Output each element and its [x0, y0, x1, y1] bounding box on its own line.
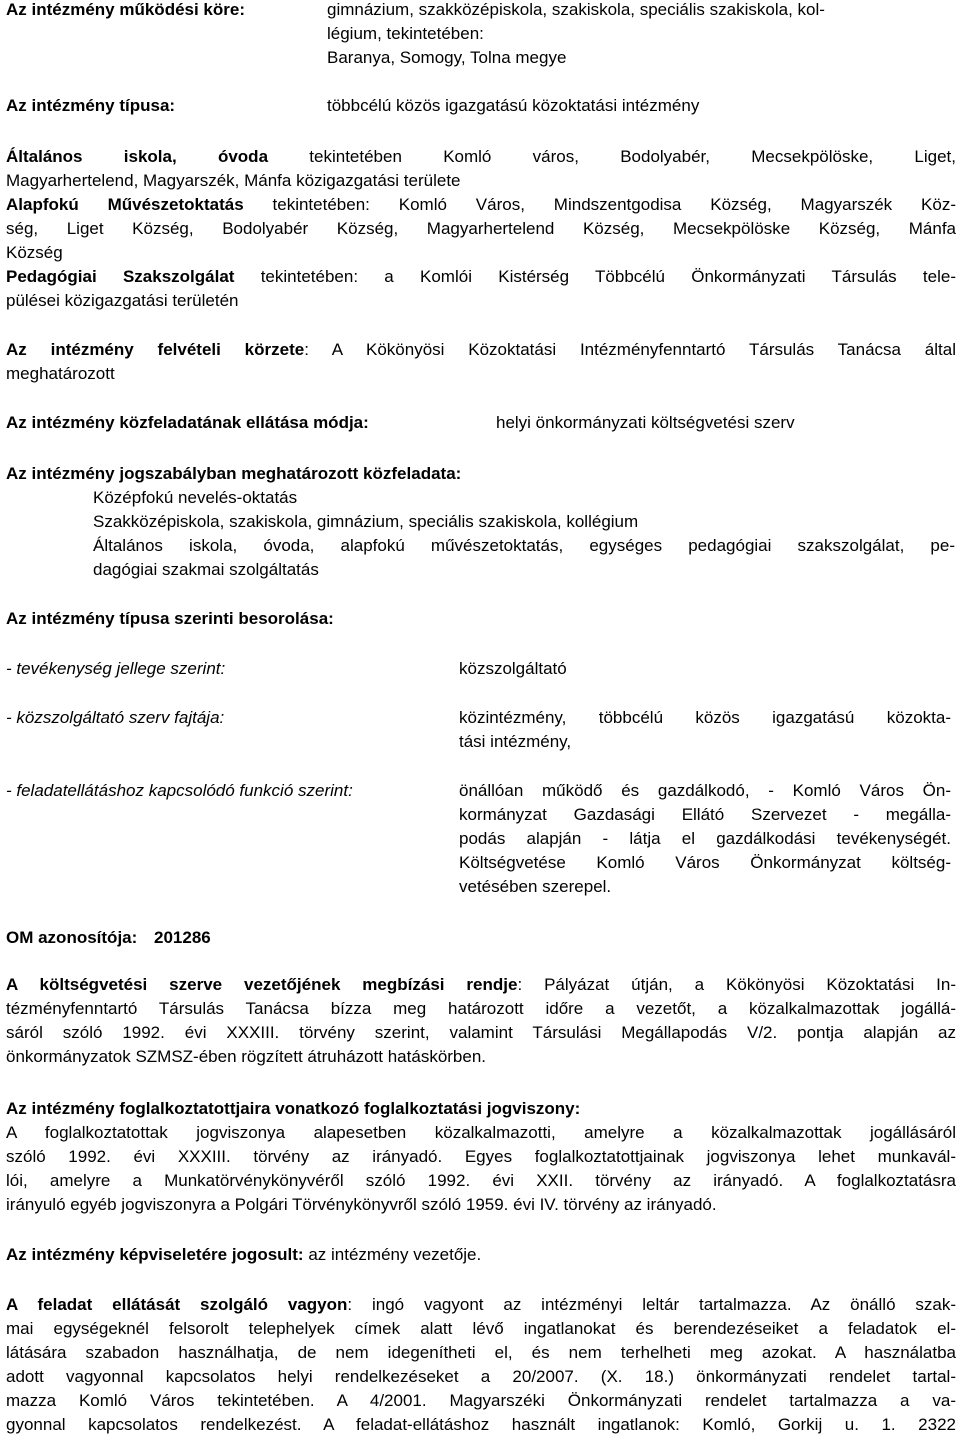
admission-block	[6, 338, 956, 386]
area-text: tekintetében Komló város, Bodolyabér, Mecsekpölöske, Liget,	[268, 147, 956, 166]
employment-label: Az intézmény foglalkoztatottjaira vonatkozó foglalkoztatási jogviszony:	[6, 1099, 581, 1118]
head-appointment-text: : Pályázat útján, a Kökönyösi Közoktatási In-	[517, 975, 956, 994]
assets-text: adott vagyonnal kapcsolatos helyi rendelkezéseket a 20/2007. (X. 18.) önkormányzati rendelet tartal-	[6, 1367, 956, 1386]
area-text: tekintetében: Komló Város, Mindszentgodisa Község, Magyarszék Köz-	[243, 195, 957, 214]
classification-value-line: önállóan működő és gazdálkodó, - Komló Város Ön-	[459, 781, 951, 800]
admission-text: meghatározott	[6, 364, 115, 383]
representation-label: Az intézmény képviseletére jogosult:	[6, 1245, 304, 1264]
head-appointment-text: sáról szóló 1992. évi XXXIII. törvény szerint, valamint Társulási Megállapodás V/2. pontja alapján az	[6, 1023, 956, 1042]
scope-line: gimnázium, szakközépiskola, szakiskola, speciális szakiskola, kol-	[327, 0, 825, 19]
admission-label: Az intézmény felvételi körzete	[6, 340, 305, 359]
area-bold: Pedagógiai Szakszolgálat	[6, 267, 235, 286]
area-text: Magyarhertelend, Magyarszék, Mánfa közigazgatási területe	[6, 171, 461, 190]
type-label: Az intézmény típusa:	[6, 96, 176, 115]
assets-label: A feladat ellátását szolgáló vagyon	[6, 1295, 348, 1314]
om-block	[6, 926, 211, 950]
classification-value-line: vetésében szerepel.	[459, 877, 612, 896]
employment-text: lói, amelyre a Munkatörvénykönyvéről szóló 1992. évi XXII. törvény az irányadó. A foglalkoztatásra	[6, 1171, 956, 1190]
classification-label: Az intézmény típusa szerinti besorolása:	[6, 609, 334, 628]
representation-value: az intézmény vezetője.	[303, 1245, 482, 1264]
om-label: OM azonosítója:	[6, 928, 138, 947]
classification-value-line: Költségvetése Komló Város Önkormányzat költség-	[459, 853, 951, 872]
area-bold: Alapfokú Művészetoktatás	[6, 195, 244, 214]
classification-value-line: kormányzat Gazdasági Ellátó Szervezet - megálla-	[459, 805, 951, 824]
legal-tasks-list	[93, 486, 955, 582]
classification-key: - tevékenység jellege szerint:	[6, 659, 226, 678]
area-text: Község	[6, 243, 63, 262]
legal-task-item: Általános iskola, óvoda, alapfokú művészetoktatás, egységes pedagógiai szakszolgálat, pe-	[93, 536, 955, 555]
head-appointment-text: tézményfenntartó Társulás Tanácsa bízza meg határozott időre a vezetőt, a közalkalmazottak jogállá-	[6, 999, 956, 1018]
classification-key: - közszolgáltató szerv fajtája:	[6, 708, 225, 727]
scope-value	[327, 0, 947, 70]
classification-value-line: tási intézmény,	[459, 732, 572, 751]
area-text: tekintetében: a Komlói Kistérség Többcélú Önkormányzati Társulás tele-	[234, 267, 956, 286]
scope-line: Baranya, Somogy, Tolna megye	[327, 48, 567, 67]
employment-block	[6, 1121, 956, 1217]
representation-block	[6, 1243, 481, 1267]
classification-key: - feladatellátáshoz kapcsolódó funkció szerint:	[6, 781, 353, 800]
head-appointment-text: önkormányzatok SZMSZ-ében rögzített átruházott hatáskörben.	[6, 1047, 487, 1066]
employment-text: irányuló egyéb jogviszonyra a Polgári Törvénykönyvről szóló 1959. évi IV. törvény az irányadó.	[6, 1195, 717, 1214]
assets-text: látására szabadon használhatja, de nem idegenítheti el, és nem terhelheti meg azokat. A használatba	[6, 1343, 956, 1362]
head-appointment-label: A költségvetési szerve vezetőjének megbízási rendje	[6, 975, 518, 994]
legal-task-item: dagógiai szakmai szolgáltatás	[93, 560, 319, 579]
legal-task-item: Szakközépiskola, szakiskola, gimnázium, speciális szakiskola, kollégium	[93, 512, 639, 531]
admission-text: : A Kökönyösi Közoktatási Intézményfenntartó Társulás Tanácsa által	[304, 340, 956, 359]
assets-block	[6, 1293, 956, 1437]
legal-task-item: Középfokú nevelés-oktatás	[93, 488, 298, 507]
task-mode-value: helyi önkormányzati költségvetési szerv	[496, 413, 795, 432]
employment-text: szóló 1992. évi XXXIII. törvény az irányadó. Egyes foglalkoztatottjainak jogviszonya lehet munkavál-	[6, 1147, 956, 1166]
employment-text: A foglalkoztatottak jogviszonya alapesetben közalkalmazotti, amelyre a közalkalmazottak jogállásáról	[6, 1123, 956, 1142]
om-value: 201286	[154, 928, 211, 947]
scope-line: légium, tekintetében:	[327, 24, 484, 43]
classification-value: közszolgáltató	[459, 659, 567, 678]
type-value: többcélú közös igazgatású közoktatási intézmény	[327, 96, 700, 115]
area-bold: Általános iskola, óvoda	[6, 147, 269, 166]
assets-text: mai egységeknél felsorolt telephelyek címek alatt lévő ingatlanokat és berendezéseiket a feladatok el-	[6, 1319, 956, 1338]
assets-text: : ingó vagyont az intézményi leltár tartalmazza. Az önálló szak-	[347, 1295, 956, 1314]
classification-value	[459, 706, 951, 754]
legal-tasks-label: Az intézmény jogszabályban meghatározott közfeladata:	[6, 464, 462, 483]
task-mode-label: Az intézmény közfeladatának ellátása módja:	[6, 413, 369, 432]
scope-label: Az intézmény működési köre:	[6, 0, 246, 19]
classification-value-line: podás alapján - látja el gazdálkodási tevékenységét.	[459, 829, 951, 848]
assets-text: mazza Komló Város tekintetében. A 4/2001. Magyarszéki Önkormányzati rendelet tartalmazza a va-	[6, 1391, 956, 1410]
area-text: ség, Liget Község, Bodolyabér Község, Magyarhertelend Község, Mecsekpölöske Község, Mánfa	[6, 219, 956, 238]
area-text: pülései közigazgatási területén	[6, 291, 239, 310]
areas-block	[6, 145, 956, 313]
head-appointment-block	[6, 973, 956, 1069]
assets-text: gyonnal kapcsolatos rendelkezést. A feladat-ellátáshoz használt ingatlanok: Komló, Gorkij u. 1. 2322	[6, 1415, 956, 1434]
classification-value	[459, 779, 951, 899]
classification-value-line: közintézmény, többcélú közös igazgatású közokta-	[459, 708, 951, 727]
